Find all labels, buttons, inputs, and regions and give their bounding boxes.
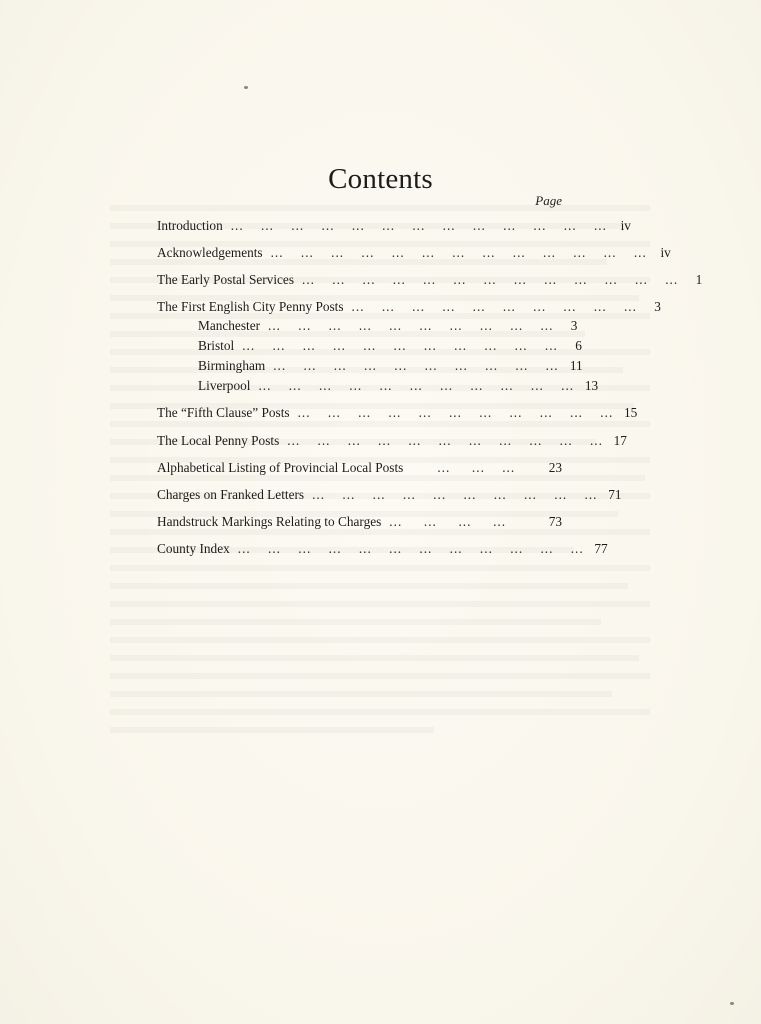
toc-entry-acknowledgements[interactable] [157, 244, 671, 262]
toc-entry-label: The “Fifth Clause” Posts [157, 405, 290, 420]
toc-entry-page: 11 [569, 358, 583, 373]
toc-entry-label: Acknowledgements [157, 245, 263, 260]
toc-entry-birmingham[interactable] [198, 357, 583, 375]
leader-dots: ... ... ... ... ... ... ... ... ... ... [312, 487, 598, 502]
page-column-heading: Page [535, 193, 562, 208]
toc-entry-fifth-clause-posts[interactable] [157, 404, 638, 422]
leader-dots: ... ... ... ... ... ... ... ... ... ... ... [242, 338, 558, 353]
toc-entry-page: 3 [570, 318, 578, 333]
leader-dots: ... ... ... ... ... ... ... ... ... ... [268, 318, 554, 333]
toc-entry-label: Manchester [198, 318, 261, 333]
toc-entry-page: 17 [613, 433, 627, 448]
toc-entry-label: Bristol [198, 338, 235, 353]
toc-entry-manchester[interactable] [198, 317, 578, 335]
toc-entry-label: Introduction [157, 218, 223, 233]
toc-entry-page: 73 [548, 514, 562, 529]
paper-speck [730, 1002, 734, 1005]
leader-dots: ... ... ... ... ... ... ... ... ... ... ... [297, 405, 614, 420]
toc-entry-page: 15 [623, 405, 638, 420]
toc-entry-label: The Early Postal Services [157, 272, 294, 287]
leader-dots: ... ... ... ... [389, 514, 507, 529]
toc-entry-handstruck-markings[interactable] [157, 513, 562, 531]
paper-speck [244, 86, 248, 89]
toc-entry-liverpool[interactable] [198, 377, 599, 395]
leader-dots: ... ... ... ... ... ... ... ... ... ... ... ... ... [230, 218, 607, 233]
toc-entry-page: iv [620, 218, 631, 233]
toc-entry-label: Liverpool [198, 378, 251, 393]
toc-entry-page: 13 [584, 378, 599, 393]
toc-entry-label: The First English City Penny Posts [157, 299, 344, 314]
toc-entry-label: Birmingham [198, 358, 266, 373]
leader-dots: ... ... ... [437, 460, 516, 475]
toc-entry-early-postal-services[interactable] [157, 271, 703, 289]
page-title: Contents [328, 163, 433, 195]
leader-dots: ... ... ... ... ... ... ... ... ... ... ... [287, 433, 603, 448]
toc-entry-page: iv [660, 245, 671, 260]
toc-entry-page: 1 [695, 272, 703, 287]
toc-entry-charges-franked-letters[interactable] [157, 486, 622, 504]
toc-entry-page: 3 [654, 299, 661, 314]
toc-entry-label: Handstruck Markings Relating to Charges [157, 514, 382, 529]
leader-dots: ... ... ... ... ... ... ... ... ... ... ... ... ... [302, 272, 679, 287]
toc-entry-county-index[interactable] [157, 540, 608, 558]
leader-dots: ... ... ... ... ... ... ... ... ... ... [351, 299, 637, 314]
toc-entry-label: The Local Penny Posts [157, 433, 280, 448]
toc-entry-page: 77 [594, 541, 608, 556]
toc-entry-page: 71 [608, 487, 622, 502]
toc-entry-local-penny-posts[interactable] [157, 432, 627, 450]
leader-dots: ... ... ... ... ... ... ... ... ... ... ... [258, 378, 575, 393]
leader-dots: ... ... ... ... ... ... ... ... ... ... [273, 358, 559, 373]
leader-dots: ... ... ... ... ... ... ... ... ... ... ... ... ... [270, 245, 647, 260]
toc-entry-alphabetical-listing[interactable] [157, 459, 562, 477]
toc-entry-page: 6 [575, 338, 582, 353]
toc-entry-page: 23 [548, 460, 562, 475]
toc-entry-bristol[interactable] [198, 337, 582, 355]
toc-entry-introduction[interactable] [157, 217, 631, 235]
toc-entry-label: Charges on Franked Letters [157, 487, 305, 502]
toc-entry-first-english-city-penny-posts[interactable] [157, 298, 661, 316]
leader-dots: ... ... ... ... ... ... ... ... ... ... ... ... [237, 541, 584, 556]
show-through-text [110, 205, 650, 815]
toc-entry-label: County Index [157, 541, 230, 556]
toc-entry-label: Alphabetical Listing of Provincial Local Posts [157, 460, 404, 475]
